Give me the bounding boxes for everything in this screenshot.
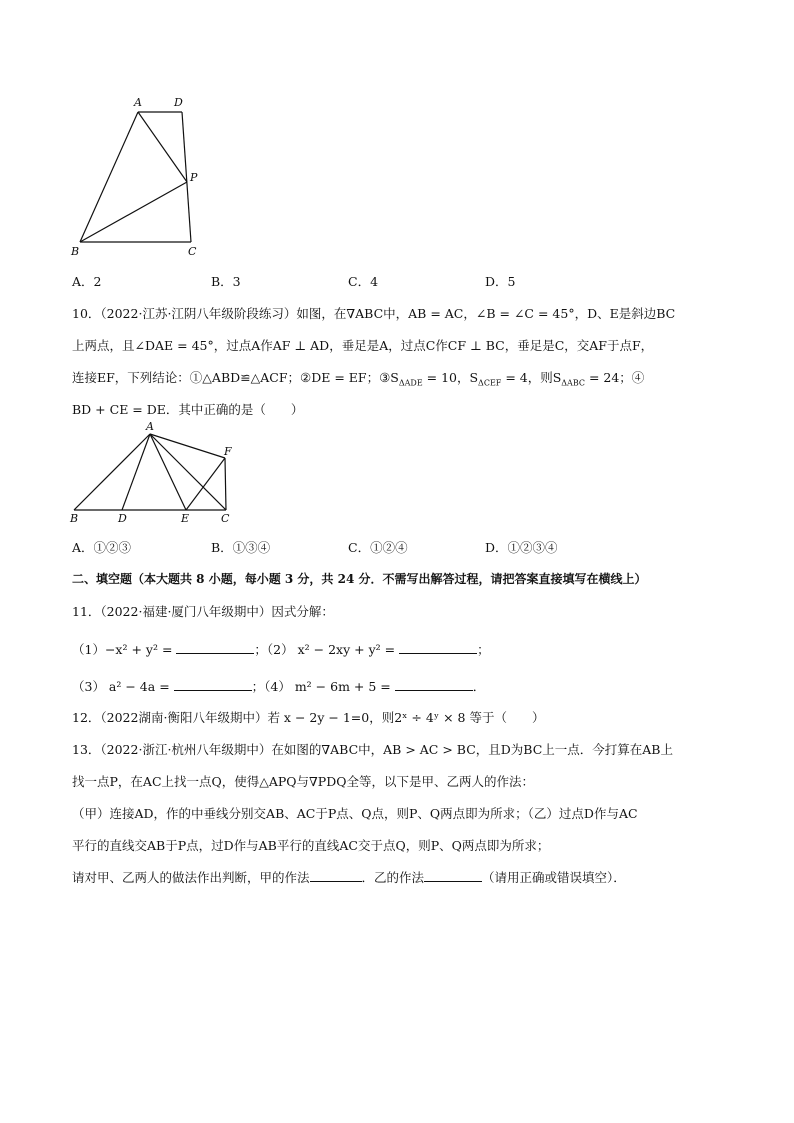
label-c: C xyxy=(221,512,230,525)
q13-line-5 xyxy=(72,868,626,886)
q10-line-3 xyxy=(72,368,644,388)
q10-line-1: 10．（2022·江苏·江阴八年级阶段练习）如图，在∇ABC中，AB = AC，∠B = ∠C = 45°，D、E是斜边BC xyxy=(72,306,676,321)
section-heading-fill-in: 二、填空题（本大题共 8 小题，每小题 3 分，共 24 分．不需写出解答过程，请把答案直接填写在横线上） xyxy=(72,572,647,586)
label-e: E xyxy=(181,512,190,525)
label-a: A xyxy=(146,420,154,433)
q11-answer-1-blank[interactable] xyxy=(176,642,254,654)
figure-quadrilateral xyxy=(60,90,220,265)
q9-option-c[interactable]: C．4 xyxy=(348,274,379,289)
q10-line-2: 上两点，且∠DAE = 45°，过点A作AF ⊥ AD，垂足是A，过点C作CF ⊥ BC，垂足是C，交AF于点F， xyxy=(72,338,654,353)
q10-line-3-c: = 4，则S xyxy=(501,370,562,385)
q11-part-3: （3） a² − 4a = xyxy=(72,679,170,694)
q11-end-2: ． xyxy=(472,679,486,694)
label-d: D xyxy=(174,96,183,109)
label-a: A xyxy=(134,96,142,109)
q13-jia-answer-blank[interactable] xyxy=(310,870,362,882)
segment-fc xyxy=(225,458,226,510)
q10-line-3-d: = 24；④ xyxy=(584,370,645,385)
label-b: B xyxy=(71,245,80,258)
segment-ap xyxy=(138,112,187,182)
q10-line-4: BD + CE = DE．其中正确的是（ ） xyxy=(72,402,304,417)
label-b: B xyxy=(70,512,79,525)
q10-sub-3: ΔABC xyxy=(561,378,585,388)
q10-sub-2: ΔCEF xyxy=(478,378,502,388)
q10-option-a[interactable]: A．①②③ xyxy=(72,540,132,555)
segment-ab xyxy=(74,434,150,510)
q13-yi-answer-blank[interactable] xyxy=(424,870,482,882)
label-p: P xyxy=(190,171,198,184)
q9-option-b[interactable]: B．3 xyxy=(211,274,241,289)
q10-option-c[interactable]: C．①②④ xyxy=(348,540,408,555)
q13-instruction: （请用正确或错误填空）． xyxy=(482,870,626,885)
label-f: F xyxy=(224,445,232,458)
q10-line-3-a: 连接EF，下列结论：①△ABD≌△ACF；②DE = EF；③S xyxy=(72,370,399,385)
q11-title: 11．（2022·福建·厦门八年级期中）因式分解： xyxy=(72,604,334,619)
q9-option-d[interactable]: D．5 xyxy=(485,274,516,289)
q11-end-1: ； xyxy=(477,642,490,657)
q13-judge-prompt: 请对甲、乙两人的做法作出判断，甲的作法 xyxy=(72,870,310,885)
q13-yi-prompt: ．乙的作法 xyxy=(361,870,425,885)
q11-answer-4-blank[interactable] xyxy=(395,679,473,691)
label-c: C xyxy=(188,245,197,258)
q13-line-1: 13．（2022·浙江·杭州八年级期中）在如图的∇ABC中，AB > AC > BC，且D为BC上一点．今打算在AB上 xyxy=(72,742,673,757)
q10-option-d[interactable]: D．①②③④ xyxy=(485,540,558,555)
segment-ba xyxy=(80,112,138,242)
q13-line-4: 平行的直线交AB于P点，过D作与AB平行的直线AC交于点Q，则P、Q两点即为所求； xyxy=(72,838,550,853)
label-d: D xyxy=(118,512,127,525)
segment-ae xyxy=(150,434,186,510)
segment-ad xyxy=(122,434,150,510)
q11-row-1 xyxy=(72,640,490,658)
q11-part-2: ；（2） x² − 2xy + y² = xyxy=(254,642,396,657)
figure-triangle xyxy=(62,418,252,528)
q11-part-4: ；（4） m² − 6m + 5 = xyxy=(251,679,391,694)
q12-text: 12．（2022湖南·衡阳八年级期中）若 x − 2y − 1=0，则2ˣ ÷ 4ʸ × 8 等于（ ） xyxy=(72,710,545,725)
q11-part-1: （1）−x² + y² = xyxy=(72,642,173,657)
segment-bp xyxy=(80,182,187,242)
q10-sub-1: ΔADE xyxy=(398,378,423,388)
q11-row-2 xyxy=(72,677,485,695)
q11-answer-3-blank[interactable] xyxy=(174,679,252,691)
q10-option-b[interactable]: B．①③④ xyxy=(211,540,271,555)
segment-ef xyxy=(186,458,225,510)
q13-line-3: （甲）连接AD，作的中垂线分别交AB、AC于P点、Q点，则P、Q两点即为所求；（乙）过点D作与AC xyxy=(72,806,638,821)
q9-option-a[interactable]: A．2 xyxy=(72,274,102,289)
q11-answer-2-blank[interactable] xyxy=(399,642,477,654)
q10-line-3-b: = 10，S xyxy=(422,370,479,385)
q13-line-2: 找一点P，在AC上找一点Q，使得△APQ与∇PDQ全等，以下是甲、乙两人的作法： xyxy=(72,774,534,789)
